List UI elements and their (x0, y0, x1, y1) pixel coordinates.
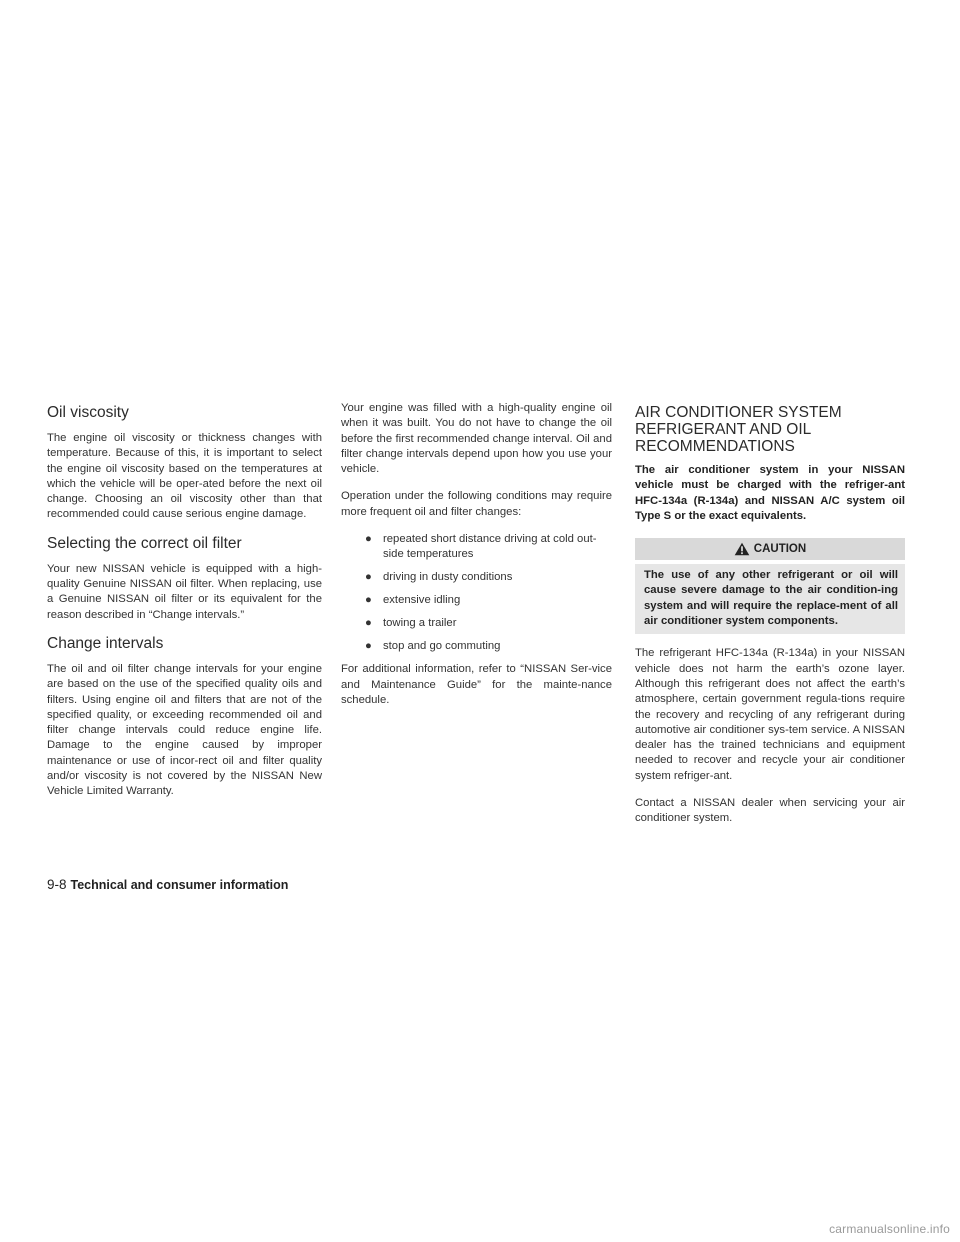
change-intervals-heading: Change intervals (47, 634, 164, 652)
list-item: ● repeated short distance driving at cold out-side temperatures (365, 533, 597, 561)
ac-section-heading: AIR CONDITIONER SYSTEM REFRIGERANT AND OIL RECOMMENDATIONS (635, 404, 842, 455)
page-footer (47, 877, 288, 892)
caution-text: The use of any other refrigerant or oil will cause severe damage to the air condition-ing system and will require the replace-ment of all air conditioner system components. (635, 564, 905, 634)
change-intervals-text: The oil and oil filter change intervals for your engine are based on the use of the specified quality oils and filters. Using engine oil and filters that are not of the specified quality, or exceeding recommended oil and filter change intervals could reduce engine life. Damage to the engine caused by improper maintenance or use of incor-rect oil and filter quality and/or viscosity is not covered by the NISSAN New Vehicle Limited Warranty. (47, 662, 322, 798)
right-column (635, 404, 905, 839)
bullet-icon: ● (365, 639, 372, 652)
bullet-icon: ● (365, 533, 372, 546)
oil-viscosity-heading: Oil viscosity (47, 404, 129, 421)
conditions-list (341, 532, 612, 654)
list-item: ● driving in dusty conditions (371, 570, 612, 585)
left-column (47, 404, 322, 812)
additional-info-paragraph: For additional information, refer to “NISSAN Ser-vice and Maintenance Guide” for the mainte-nance schedule. (341, 663, 612, 706)
refrigerant-paragraph: The refrigerant HFC-134a (R-134a) in your NISSAN vehicle does not harm the earth’s ozone layer. Although this refrigerant does not affect the earth’s atmosphere, certain government regula-tions require the recovery and recycling of any refrigerant during automotive air conditioner sys-tem service. A NISSAN dealer has the trained technicians and equipment needed to recover and recycle your air conditioner system refriger-ant. (635, 647, 905, 782)
oil-filter-heading: Selecting the correct oil filter (47, 534, 242, 552)
caution-box (635, 538, 905, 634)
ac-bold-paragraph: The air conditioner system in your NISSAN vehicle must be charged with the refriger-ant HFC-134a (R-134a) and NISSAN A/C system oil Type S or the exact equivalents. (635, 464, 905, 522)
contact-dealer-paragraph: Contact a NISSAN dealer when servicing your air conditioner system. (635, 797, 905, 825)
caution-header (635, 538, 905, 560)
watermark: carmanualsonline.info (829, 1222, 950, 1236)
bullet-icon: ● (365, 571, 372, 584)
engine-oil-paragraph: Your engine was filled with a high-quality engine oil when it was built. You do not have to change the oil before the first recommended change interval. Oil and filter change intervals depend upon how you use your vehicle. (341, 402, 612, 476)
warning-icon (734, 542, 750, 556)
oil-viscosity-text: The engine oil viscosity or thickness changes with temperature. Because of this, it is important to select the engine oil viscosity based on the temperatures at which the vehicle will be oper-ated before the next oil change. Choosing an oil viscosity other than that recommended could cause serious engine damage. (47, 432, 322, 521)
bullet-icon: ● (365, 617, 372, 630)
list-item: ● extensive idling (371, 593, 612, 608)
operation-conditions-paragraph: Operation under the following conditions may require more frequent oil and filter changes: (341, 490, 612, 518)
oil-filter-text: Your new NISSAN vehicle is equipped with a high-quality Genuine NISSAN oil filter. When replacing, use a Genuine NISSAN oil filter or its equivalent for the reason described in “Change intervals.” (47, 562, 322, 621)
middle-column (341, 401, 612, 720)
caution-label: CAUTION (753, 543, 807, 556)
list-item: ● stop and go commuting (371, 639, 612, 654)
list-item: ● towing a trailer (371, 616, 612, 631)
page-number: 9-8 (47, 877, 67, 892)
bullet-icon: ● (365, 594, 372, 607)
section-title: Technical and consumer information (70, 878, 289, 892)
